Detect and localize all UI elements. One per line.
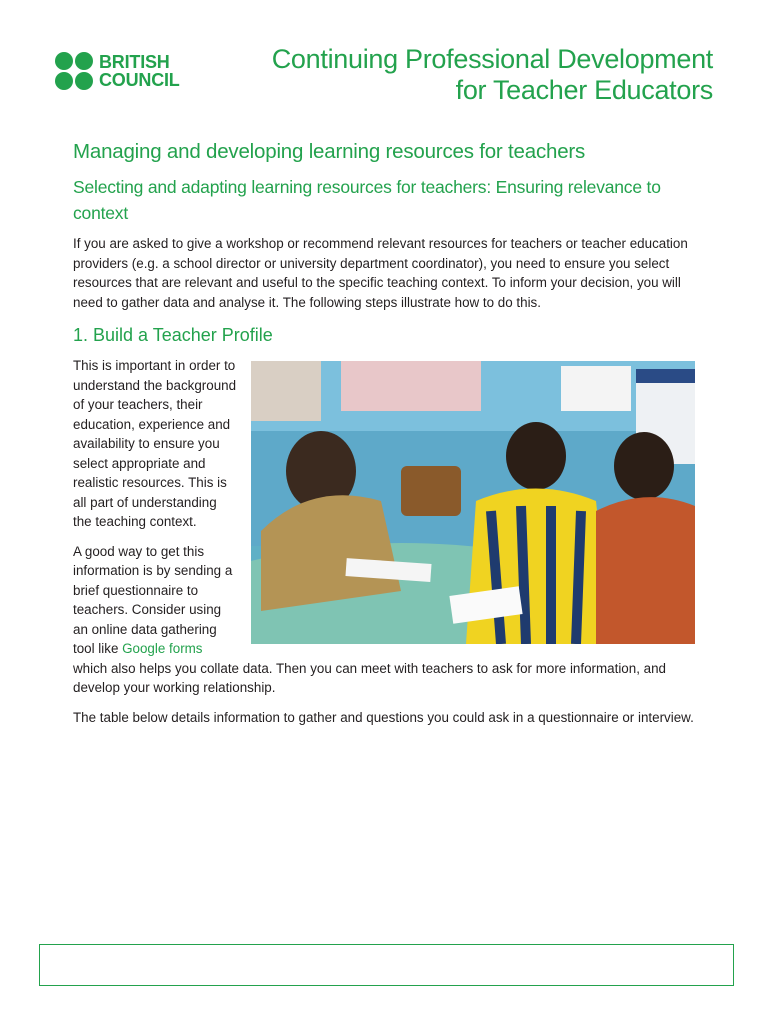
- logo-line-2: COUNCIL: [99, 70, 180, 90]
- google-forms-link[interactable]: Google forms: [122, 641, 203, 656]
- step-1-heading: 1. Build a Teacher Profile: [73, 325, 273, 345]
- document-title: [193, 44, 713, 106]
- intro-paragraph: If you are asked to give a workshop or recommend relevant resources for teachers or teacher education providers (e.g. a school director or university department coordinator), you need to ensure you select resources that are relevant and useful to the specific teaching context. To inform your decision, you will need to gather data and analyse it. The following steps illustrate how to do this.: [73, 236, 688, 310]
- british-council-logo: [55, 52, 180, 90]
- footer-box: [39, 944, 734, 986]
- subsection-title: Selecting and adapting learning resources for teachers: Ensuring relevance to context: [73, 177, 661, 223]
- document-title-line-1: Continuing Professional Development: [271, 44, 713, 74]
- document-title-line-2: for Teacher Educators: [455, 75, 713, 105]
- logo-line-1: BRITISH: [99, 52, 170, 72]
- main-content: [73, 138, 695, 737]
- teachers-workshop-photo: [251, 361, 695, 644]
- logo-dots-icon: [55, 52, 93, 90]
- step-1-paragraph-2-start: A good way to get this information is by sending a brief questionnaire to teachers. Consider using an online data gathering tool like: [73, 543, 233, 656]
- step-1-paragraph-2-end: which also helps you collate data. Then you can meet with teachers to ask for more information, and develop your working relationship.: [73, 660, 666, 695]
- step-1-paragraph-1: This is important in order to understand the background of your teachers, their education, experience and availability to ensure you select appropriate and realistic resources. This is all part of understanding the teaching context.: [73, 358, 237, 529]
- section-title: Managing and developing learning resources for teachers: [73, 140, 586, 163]
- logo-wordmark: [99, 53, 180, 89]
- step-1-paragraph-3: The table below details information to gather and questions you could ask in a questionnaire or interview.: [73, 709, 694, 725]
